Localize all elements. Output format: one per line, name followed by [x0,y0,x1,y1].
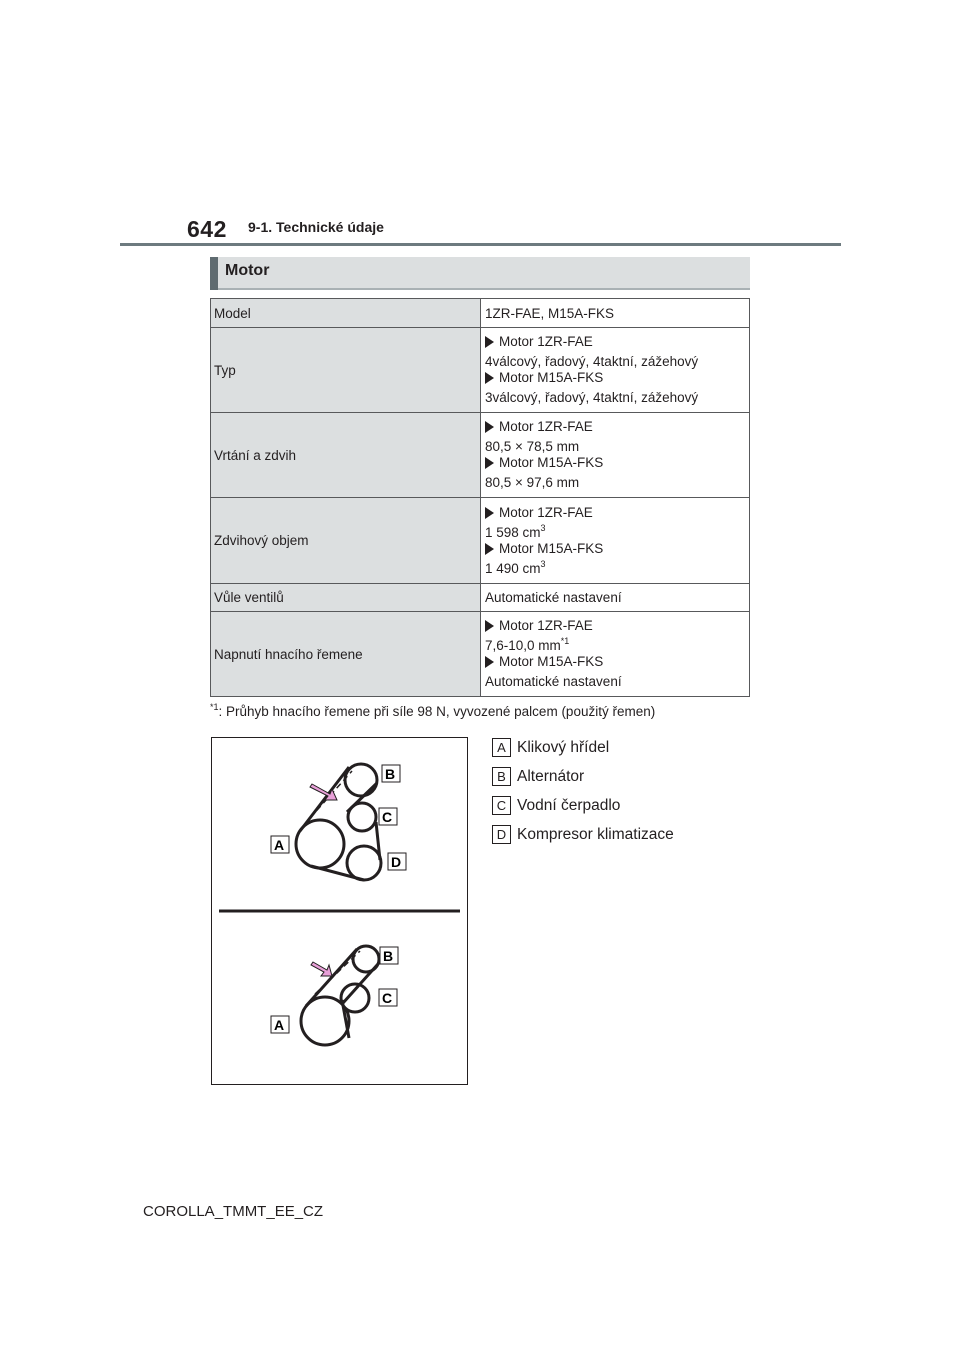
row-value: 1ZR-FAE, M15A-FKS [481,299,750,328]
label-b: B [385,766,396,782]
label-a: A [274,1017,285,1033]
spec-value: 3válcový, řadový, 4taktní, zážehový [485,390,699,405]
triangle-bullet-icon [485,372,494,384]
spec-value: 80,5 × 78,5 mm [485,439,580,454]
triangle-bullet-icon [485,507,494,519]
page-number: 642 [187,216,227,242]
belt-layout-1zr [301,946,379,1045]
row-label: Typ [211,328,481,413]
legend-letter: A [492,738,511,757]
label-c: C [382,809,393,825]
table-row [211,299,750,328]
spec-value: Automatické nastavení [485,674,622,689]
pulley-d-circle [347,846,381,880]
triangle-bullet-icon [485,421,494,433]
table-row [211,328,750,413]
row-label: Zdvihový objem [211,498,481,584]
label-a: A [274,837,285,853]
spec-value: 1 598 $cm^3$ [485,522,546,540]
spec-value: 7,6-10,0 $mm^{*1}$ [485,636,570,653]
legend-item [492,733,674,762]
spec-value: 80,5 × 97,6 mm [485,475,580,490]
table-row [211,612,750,697]
legend-text: Alternátor [517,767,585,785]
row-value: Automatické nastavení [481,584,750,612]
spec-value: 4válcový, řadový, 4taktní, zážehový [485,354,699,369]
section-header [210,257,750,290]
section-marker [210,257,218,290]
engine-heading: Motor M15A-FKS [485,455,749,471]
label-d: D [391,854,402,870]
engine-heading: Motor M15A-FKS [485,370,749,386]
engine-heading: Motor 1ZR-FAE [485,505,749,521]
engine-heading: Motor 1ZR-FAE [485,334,749,350]
triangle-bullet-icon [485,336,494,348]
table-row [211,498,750,584]
label-b: B [383,948,394,964]
triangle-bullet-icon [485,620,494,632]
legend-letter: C [492,796,511,815]
legend-letter: B [492,767,511,786]
spec-value: 1 490 $cm^3$ [485,558,546,576]
row-label: Vrtání a zdvih [211,413,481,498]
engine-heading: Motor 1ZR-FAE [485,419,749,435]
section-title: Motor [225,262,270,279]
row-label: Napnutí hnacího řemene [211,612,481,697]
legend-item [492,762,674,791]
chapter-title: 9-1. Technické údaje [248,219,384,235]
footer-code: COROLLA_TMMT_EE_CZ [143,1203,324,1220]
belt-layout-m15a [296,764,381,880]
press-arrow-icon [311,962,332,976]
legend-letter: D [492,825,511,844]
table-row [211,413,750,498]
label-c: C [382,990,393,1006]
row-label: Model [211,299,481,328]
belt-diagram [211,737,468,1085]
engine-heading: Motor M15A-FKS [485,541,749,557]
header-rule [120,243,841,246]
legend-text: Vodní čerpadlo [517,796,621,814]
belt-diagram-svg [212,738,467,1084]
engine-heading: Motor 1ZR-FAE [485,618,749,634]
table-row [211,584,750,612]
triangle-bullet-icon [485,543,494,555]
legend-item [492,820,674,849]
row-label: Vůle ventilů [211,584,481,612]
engine-heading: Motor M15A-FKS [485,654,749,670]
legend-item [492,791,674,820]
triangle-bullet-icon [485,457,494,469]
figure-legend [492,733,674,849]
spec-table [210,298,750,697]
footnote: $^{*1}$: Průhyb hnacího řemene při síle 98 N, vyvozené palcem (použitý řemen) [210,702,656,719]
legend-text: Klikový hřídel [517,738,610,756]
legend-text: Kompresor klimatizace [517,825,674,843]
pulley-b-circle [345,764,377,796]
triangle-bullet-icon [485,656,494,668]
